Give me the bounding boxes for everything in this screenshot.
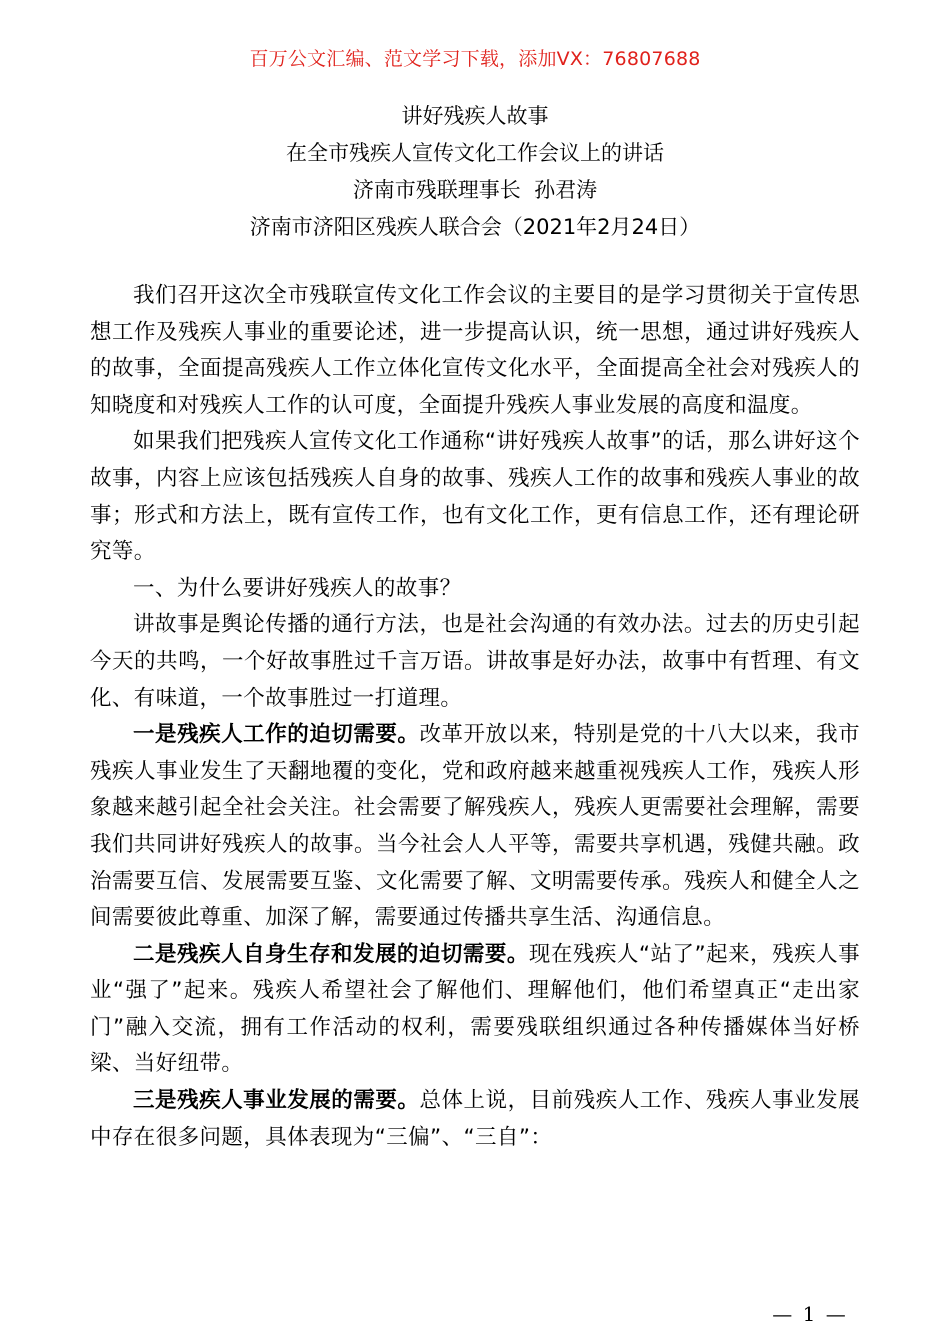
document-body — [90, 278, 860, 1156]
document-subtitle: 在全市残疾人宣传文化工作会议上的讲话 — [286, 141, 664, 165]
paragraph-point-two — [90, 937, 860, 1083]
section-heading: 一、为什么要讲好残疾人的故事？ — [133, 575, 462, 601]
point-three-heading: 三是残疾人事业发展的需要。 — [133, 1088, 420, 1114]
paragraph-storytelling: 讲故事是舆论传播的通行方法，也是社会沟通的有效办法。过去的历史引起今天的共鸣，一个好故事胜过千言万语。讲故事是好办法，故事中有哲理、有文化、有味道，一个故事胜过一打道理。 — [90, 612, 860, 711]
point-one-heading: 一是残疾人工作的迫切需要。 — [133, 722, 420, 748]
paragraph-scope: 如果我们把残疾人宣传文化工作通称“讲好残疾人故事”的话，那么讲好这个故事，内容上应该包括残疾人自身的故事、残疾人工作的故事和残疾人事业的故事；形式和方法上，既有宣传工作，也有文化工作，更有信息工作，还有理论研究等。 — [90, 429, 860, 565]
point-two-text: 现在残疾人“站了”起来，残疾人事业“强了”起来。残疾人希望社会了解他们、理解他们，他们希望真正“走出家门”融入交流，拥有工作活动的权利，需要残联组织通过各种传播媒体当好桥梁、当好纽带。 — [90, 941, 860, 1077]
paragraph-intro: 我们召开这次全市残联宣传文化工作会议的主要目的是学习贯彻关于宣传思想工作及残疾人事业的重要论述，进一步提高认识，统一思想，通过讲好残疾人的故事，全面提高残疾人工作立体化宣传文化水平，全面提高全社会对残疾人的知晓度和对残疾人工作的认可度，全面提升残疾人事业发展的高度和温度。 — [90, 283, 860, 418]
document-title: 讲好残疾人故事 — [401, 104, 549, 128]
point-two-heading: 二是残疾人自身生存和发展的迫切需要。 — [133, 941, 529, 967]
paragraph-point-three — [90, 1083, 860, 1156]
point-one-text: 改革开放以来，特别是党的十八大以来，我市残疾人事业发生了天翻地覆的变化，党和政府越来越重视残疾人工作，残疾人形象越来越引起全社会关注。社会需要了解残疾人，残疾人更需要社会理解，需要我们共同讲好残疾人的故事。当今社会人人平等，需要共享机遇，残健共融。政治需要互信、发展需要互鉴、文化需要了解、文明需要传承。残疾人和健全人之间需要彼此尊重、加深了解，需要通过传播共享生活、沟通信息。 — [90, 722, 860, 931]
organization-date-line: 济南市济阳区残疾人联合会（2021年2月24日） — [249, 215, 701, 239]
watermark-banner: 百万公文汇编、范文学习下载，添加VX：76807688 — [249, 48, 701, 70]
paragraph-point-one — [90, 717, 860, 937]
point-three-text: 总体上说，目前残疾人工作、残疾人事业发展中存在很多问题，具体表现为“三偏”、“三自”： — [90, 1088, 860, 1150]
page-number: — 1 — — [772, 1302, 848, 1326]
document-header — [0, 98, 950, 246]
speaker-line: 济南市残联理事长 孙君涛 — [352, 178, 598, 202]
